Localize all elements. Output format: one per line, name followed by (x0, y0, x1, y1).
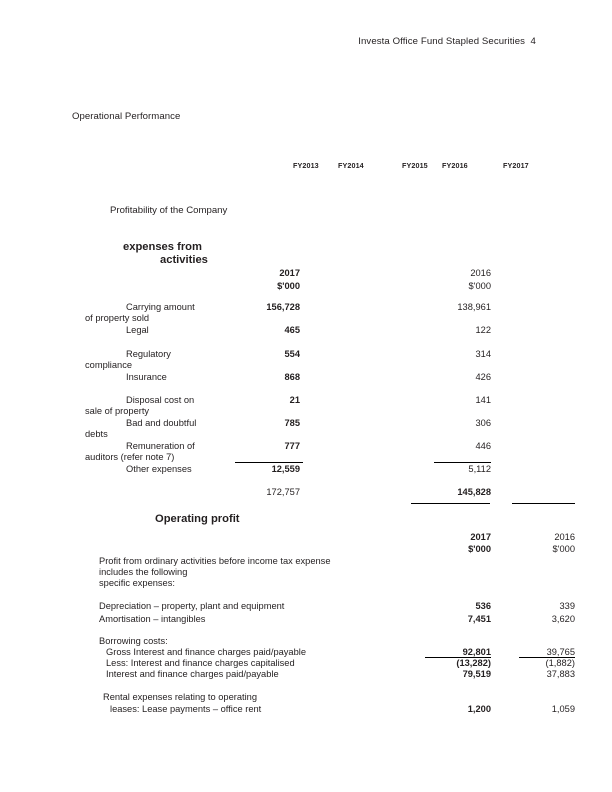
fy-label-fy2013: FY2013 (293, 161, 319, 170)
table1-row-label-cont: auditors (refer note 7) (85, 452, 175, 462)
table1-row-value-2016: 5,112 (468, 464, 491, 474)
table1-row-value-2016: 122 (475, 325, 491, 335)
table1-row-label: Legal (126, 325, 149, 335)
table2-borrowing-value-2016: 39,765 (546, 647, 575, 657)
table1-header-2016-year: 2016 (470, 268, 491, 278)
table2-rental-line1: Rental expenses relating to operating (103, 692, 258, 702)
table2-row-value-2016: 339 (559, 601, 575, 611)
block-heading-operating-profit: Operating profit (155, 513, 240, 525)
block-heading-expenses-line2: activities (160, 254, 208, 266)
table1-row-value-2017: 12,559 (271, 464, 300, 474)
table2-row-label: Depreciation – property, plant and equipment (99, 601, 285, 611)
table1-row-label: Insurance (126, 372, 167, 382)
block-heading-expenses-line1: expenses from (123, 241, 202, 253)
table1-total-2016: 145,828 (457, 487, 491, 497)
table1-row-value-2016: 141 (475, 395, 491, 405)
table2-header-2017-unit: $'000 (468, 544, 491, 554)
table2-rental-value-2017: 1,200 (467, 704, 491, 714)
table1-row-label: Regulatory (126, 349, 171, 359)
table1-row-label-cont: of property sold (85, 313, 150, 323)
fy-label-fy2017: FY2017 (503, 161, 529, 170)
table1-row-value-2016: 446 (475, 441, 491, 451)
table2-header-2016-unit: $'000 (552, 544, 575, 554)
table2-intro-line3: specific expenses: (99, 578, 175, 588)
table2-borrowing-value-2017: (13,282) (456, 658, 491, 668)
table1-row-value-2017: 777 (284, 441, 300, 451)
table2-row-value-2017: 7,451 (467, 614, 491, 624)
table1-row-label-cont: sale of property (85, 406, 150, 416)
table2-header-2016-year: 2016 (554, 532, 575, 542)
table1-row-value-2017: 785 (284, 418, 300, 428)
table2-intro-line1: Profit from ordinary activities before income tax expense (99, 556, 331, 566)
fy-label-fy2016: FY2016 (442, 161, 468, 170)
table1-row-value-2017: 156,728 (266, 302, 300, 312)
table2-borrowing-row-label: Less: Interest and finance charges capitalised (106, 658, 295, 668)
table1-row-label: Carrying amount (126, 302, 195, 312)
table2-rental-value-2016: 1,059 (551, 704, 575, 714)
fy-label-fy2014: FY2014 (338, 161, 364, 170)
table1-row-label-cont: compliance (85, 360, 133, 370)
table1-header-2017-unit: $'000 (277, 281, 300, 291)
table2-borrowing-heading: Borrowing costs: (99, 636, 168, 646)
table1-total-rule-right (512, 503, 575, 504)
subsection-title-profitability: Profitability of the Company (110, 205, 228, 216)
table1-header-2017-year: 2017 (279, 268, 300, 278)
table1-subtotal-rule-2016 (434, 462, 491, 463)
table1-total-2017: 172,757 (266, 487, 300, 497)
table2-row-value-2016: 3,620 (551, 614, 575, 624)
table2-intro-line2: includes the following (99, 567, 188, 577)
table2-row-label: Amortisation – intangibles (99, 614, 206, 624)
table1-row-value-2017: 465 (284, 325, 300, 335)
table2-subtotal-rule-2016 (519, 657, 575, 658)
table1-row-value-2016: 306 (475, 418, 491, 428)
table2-borrowing-value-2017: 92,801 (462, 647, 491, 657)
page-running-header: Investa Office Fund Stapled Securities 4 (358, 36, 536, 47)
table2-header-2017-year: 2017 (470, 532, 491, 542)
table2-borrowing-value-2016: 37,883 (546, 669, 575, 679)
table2-rental-line2: leases: Lease payments – office rent (110, 704, 262, 714)
table1-row-value-2017: 21 (289, 395, 300, 405)
table2-subtotal-rule-2017 (425, 657, 491, 658)
section-title-operational-performance: Operational Performance (72, 111, 181, 122)
table2-borrowing-value-2016: (1,882) (545, 658, 575, 668)
table1-header-2016-unit: $'000 (468, 281, 491, 291)
table1-row-label-cont: debts (85, 429, 108, 439)
table2-borrowing-value-2017: 79,519 (462, 669, 491, 679)
table1-row-value-2016: 314 (475, 349, 491, 359)
table1-total-rule-left (411, 503, 490, 504)
table1-row-value-2016: 426 (475, 372, 491, 382)
table1-row-label: Other expenses (126, 464, 192, 474)
table1-row-value-2017: 868 (284, 372, 300, 382)
table1-subtotal-rule-2017 (235, 462, 303, 463)
table1-row-label: Remuneration of (126, 441, 195, 451)
table2-borrowing-row-label: Interest and finance charges paid/payable (106, 669, 279, 679)
table1-row-label: Bad and doubtful (126, 418, 197, 428)
table2-borrowing-row-label: Gross Interest and finance charges paid/payable (106, 647, 307, 657)
table1-row-value-2016: 138,961 (457, 302, 491, 312)
fy-label-fy2015: FY2015 (402, 161, 428, 170)
table2-row-value-2017: 536 (475, 601, 491, 611)
table1-row-value-2017: 554 (284, 349, 300, 359)
table1-row-label: Disposal cost on (126, 395, 195, 405)
